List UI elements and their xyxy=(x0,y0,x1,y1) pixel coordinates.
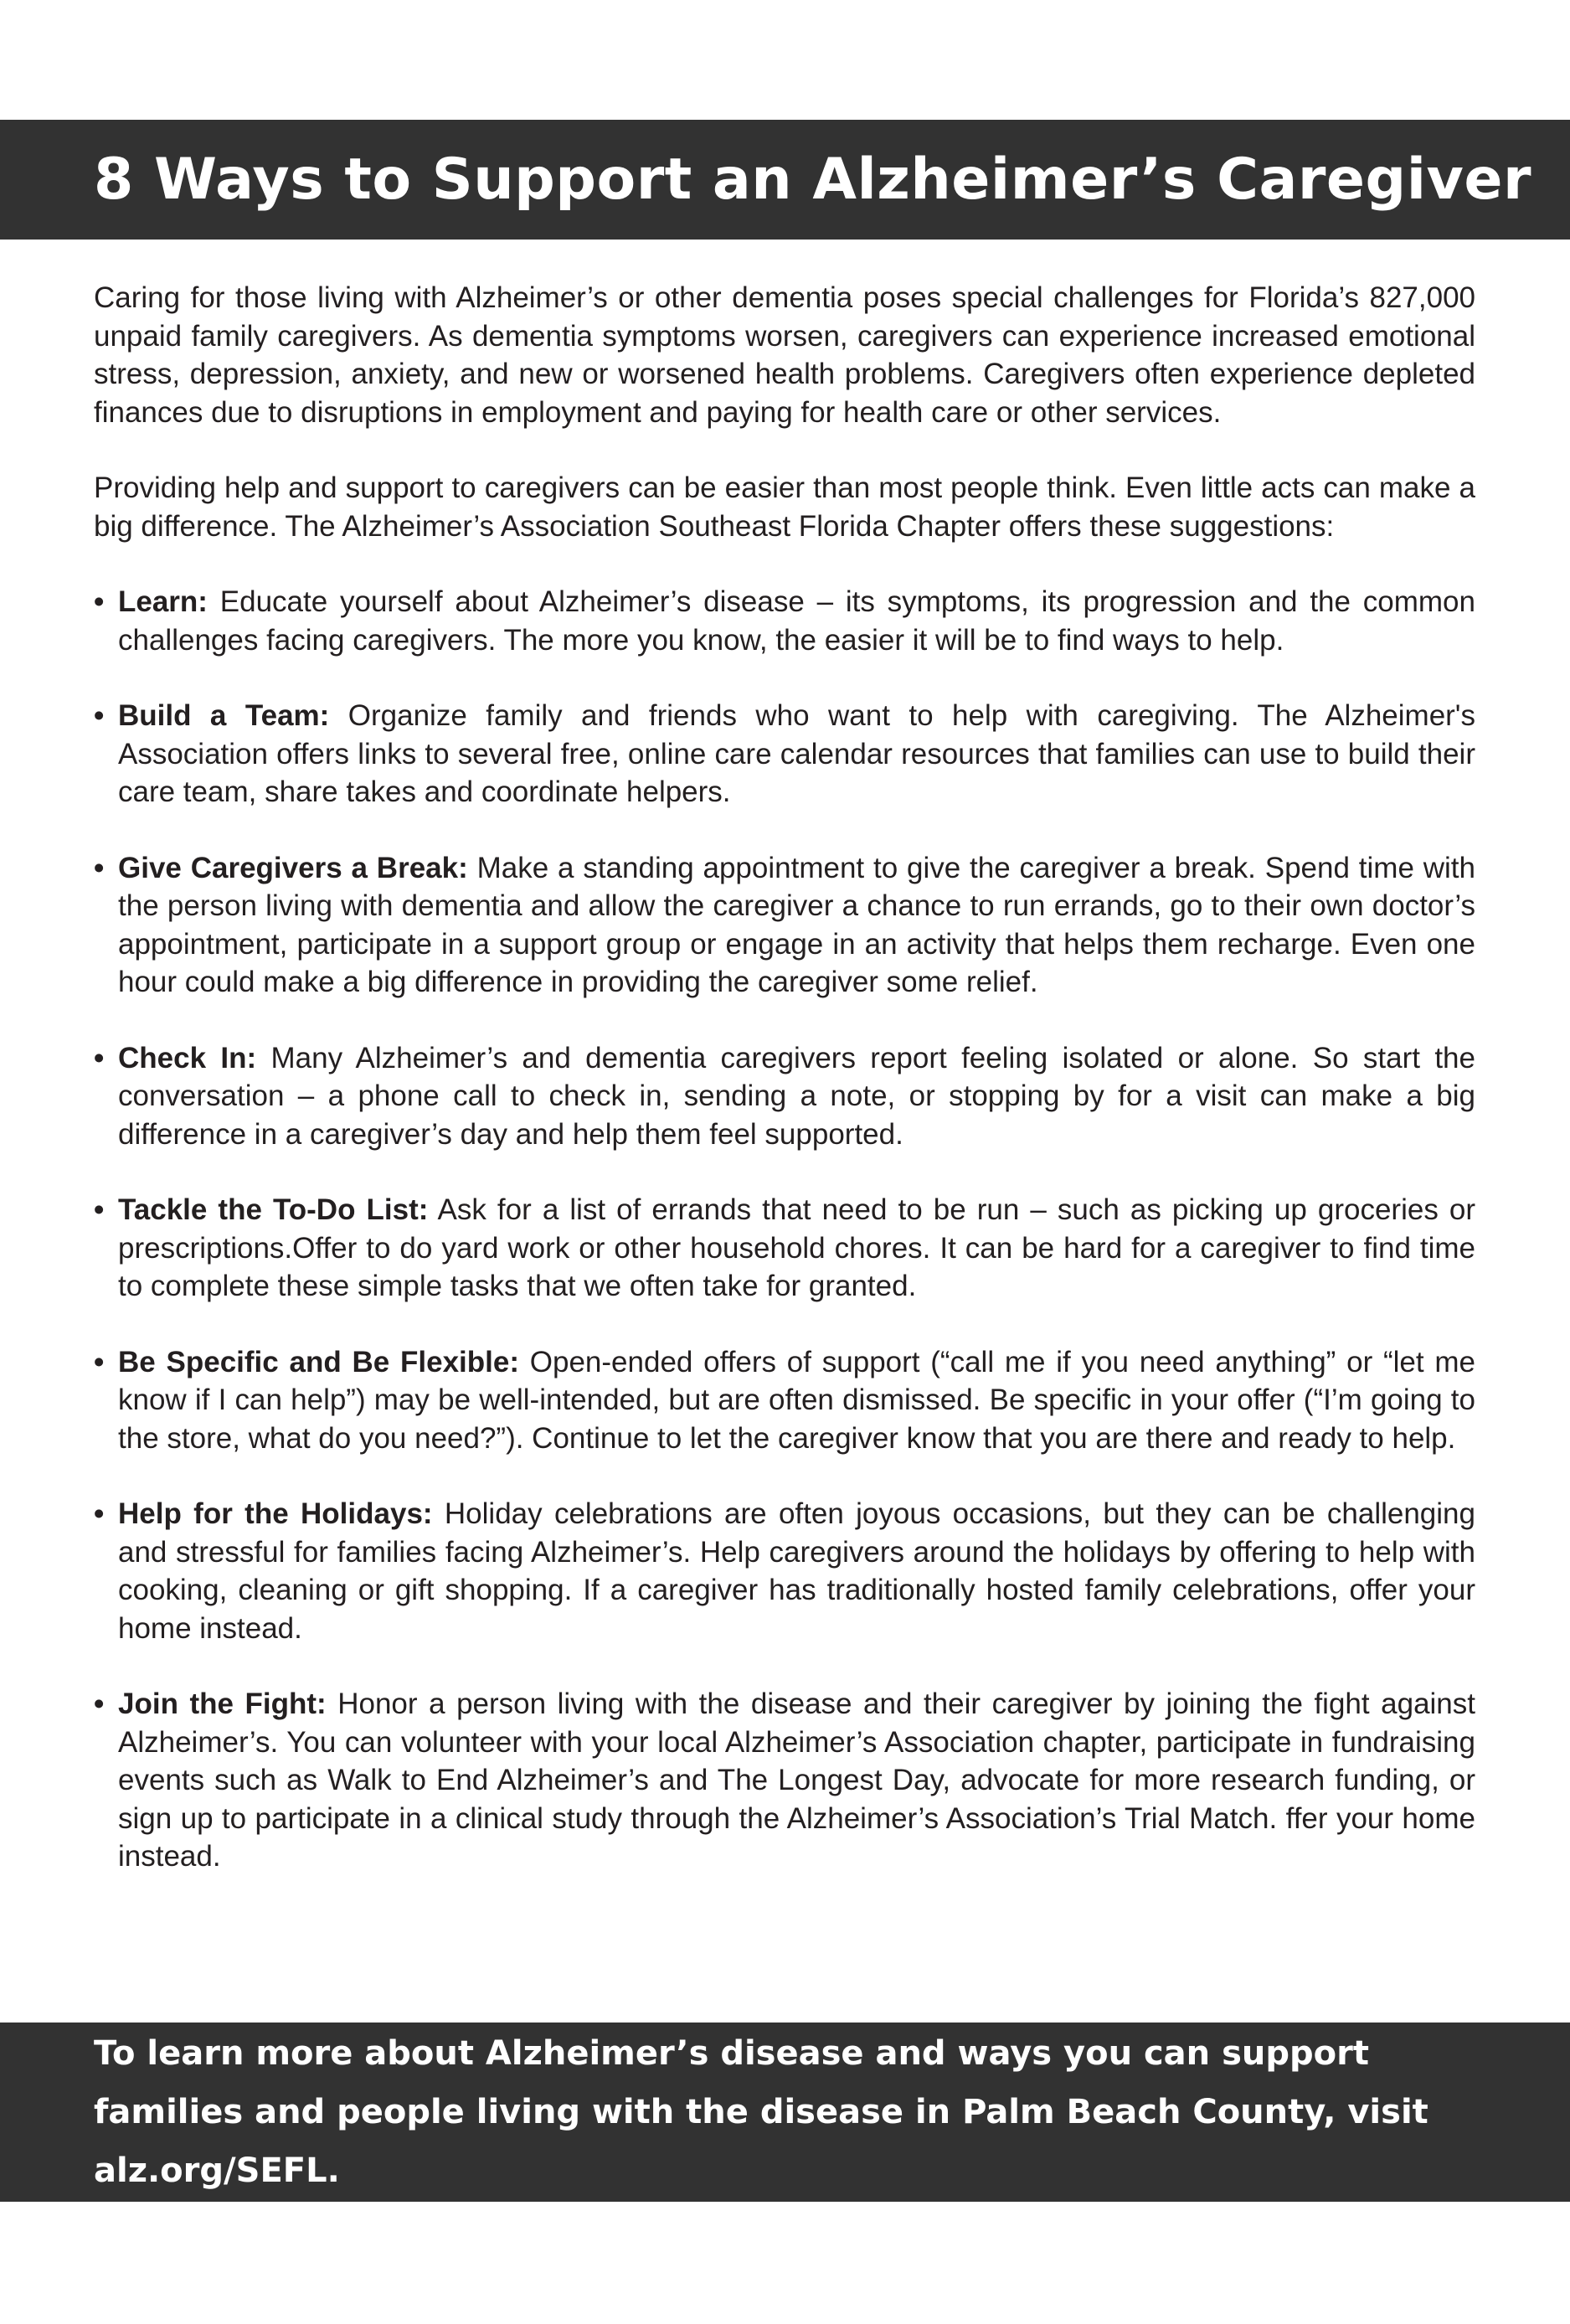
bullet-icon: • xyxy=(94,1345,105,1378)
tip-item-check-in xyxy=(94,1039,1475,1154)
tip-heading: Give Caregivers a Break: xyxy=(118,851,468,884)
tip-heading: Be Specific and Be Flexible: xyxy=(118,1345,519,1378)
bullet-icon: • xyxy=(94,1688,105,1720)
tip-item-give-caregivers-a-break xyxy=(94,849,1475,1002)
tip-heading: Build a Team: xyxy=(118,699,330,732)
tip-heading: Join the Fight: xyxy=(118,1688,327,1720)
bullet-icon: • xyxy=(94,699,105,732)
tip-item-help-for-the-holidays xyxy=(94,1495,1475,1647)
tip-text: Make a standing appointment to give the caregiver a break. Spend time with the person living with dementia and allow the caregiver a chance to run errands, go to their own doctor’s appointment, participate in a support group or engage in an activity that helps them recharge. Even one hour could make a big difference in providing the caregiver some relief. xyxy=(118,851,1475,998)
bullet-icon: • xyxy=(94,585,105,618)
page-title: 8 Ways to Support an Alzheimer’s Caregiver xyxy=(94,147,1531,213)
footer-banner xyxy=(0,2023,1570,2202)
tip-text: Holiday celebrations are often joyous occasions, but they can be challenging and stressful for families facing Alzheimer’s. Help caregivers around the holidays by offering to help with cooking, cleaning or gift shopping. If a caregiver has traditionally hosted family celebrations, offer your home instead. xyxy=(118,1497,1475,1645)
tip-heading: Check In: xyxy=(118,1041,257,1074)
bullet-icon: • xyxy=(94,1193,105,1226)
footer-call-to-action: To learn more about Alzheimer’s disease and ways you can support families and people living with the disease in Palm Beach County, visit alz.org/SEFL. xyxy=(94,2034,1428,2190)
tip-text: Educate yourself about Alzheimer’s disease – its symptoms, its progression and the common challenges facing caregivers. The more you know, the easier it will be to find ways to help. xyxy=(118,585,1475,657)
tip-heading: Tackle the To-Do List: xyxy=(118,1193,429,1226)
tip-text: Many Alzheimer’s and dementia caregivers report feeling isolated or alone. So start the conversation – a phone call to check in, sending a note, or stopping by for a visit can make a big difference in a caregiver’s day and help them feel supported. xyxy=(118,1041,1475,1151)
article-body xyxy=(94,279,1475,1914)
tip-text: Ask for a list of errands that need to be run – such as picking up groceries or prescriptions.Offer to do yard work or other household chores. It can be hard for a caregiver to find time to complete these simple tasks that we often take for granted. xyxy=(118,1193,1475,1302)
intro-paragraph: Providing help and support to caregivers can be easier than most people think. Even little acts can make a big difference. The Alzheimer’s Association Southeast Florida Chapter offers these suggestions: xyxy=(94,471,1475,543)
tip-item-join-the-fight xyxy=(94,1685,1475,1876)
tip-text: Open-ended offers of support (“call me if you need anything” or “let me know if I can help”) may be well-intended, but are often dismissed. Be specific in your offer (“I’m going to the store, what do you need?”). Continue to let the caregiver know that you are there and ready to help. xyxy=(118,1345,1476,1455)
tip-heading: Learn: xyxy=(118,585,208,618)
tip-item-learn xyxy=(94,583,1475,659)
bullet-icon: • xyxy=(94,1041,105,1074)
tip-item-build-a-team xyxy=(94,697,1475,812)
tip-text: Organize family and friends who want to help with caregiving. The Alzheimer's Association offers links to several free, online care calendar resources that families can use to build their care team, share takes and coordinate helpers. xyxy=(118,699,1475,808)
tip-item-tackle-the-to-do-list xyxy=(94,1191,1475,1306)
bullet-icon: • xyxy=(94,851,105,884)
title-banner xyxy=(0,120,1570,240)
tip-item-be-specific xyxy=(94,1343,1475,1458)
tip-text: Honor a person living with the disease and their caregiver by joining the fight against Alzheimer’s. You can volunteer with your local Alzheimer’s Association chapter, participate in fundraising events such as Walk to End Alzheimer’s and The Longest Day, advocate for more research funding, or sign up to participate in a clinical study through the Alzheimer’s Association’s Trial Match. ffer your home instead. xyxy=(118,1688,1475,1873)
tip-heading: Help for the Holidays: xyxy=(118,1497,433,1530)
tips-list xyxy=(94,583,1475,1876)
bullet-icon: • xyxy=(94,1497,105,1530)
intro-paragraph: Caring for those living with Alzheimer’s or other dementia poses special challenges for Florida’s 827,000 unpaid family caregivers. As dementia symptoms worsen, caregivers can experience increased emotional stress, depression, anxiety, and new or worsened health problems. Caregivers often experience depleted finances due to disruptions in employment and paying for health care or other services. xyxy=(94,281,1475,429)
